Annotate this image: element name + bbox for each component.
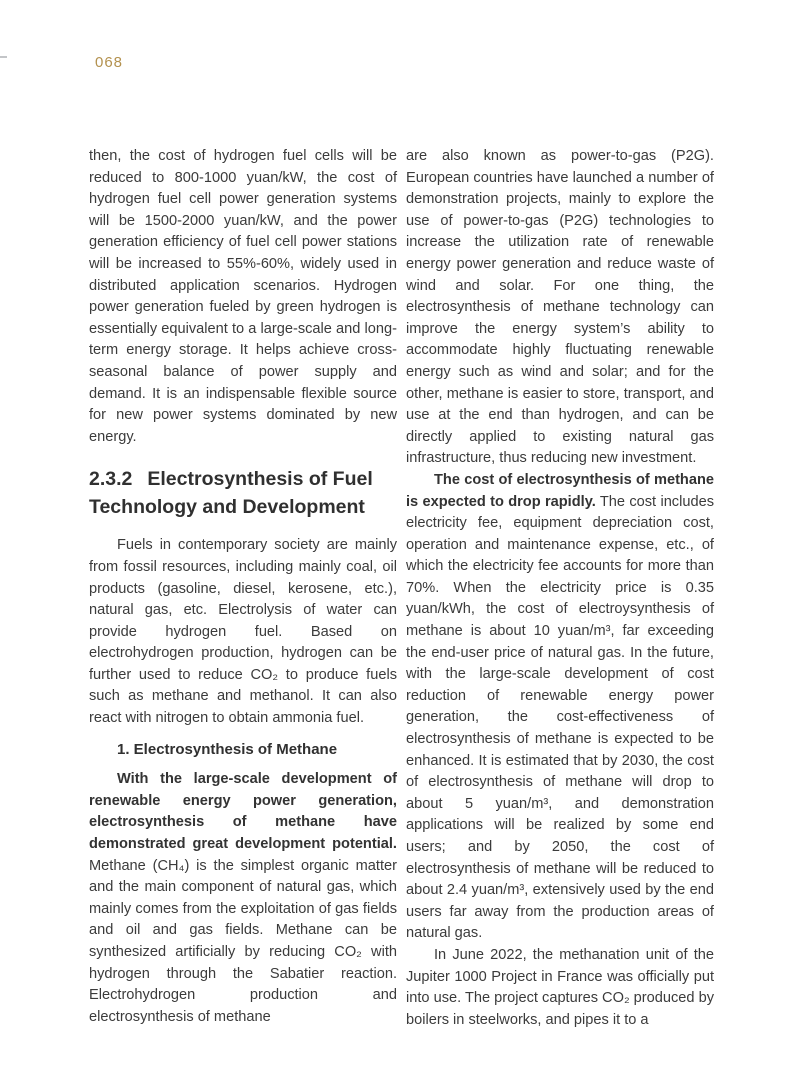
section-heading-number: 2.3.2 <box>89 468 133 491</box>
paragraph-hydrogen-fuel-cells: then, the cost of hydrogen fuel cells will be reduced to 800-1000 yuan/kW, the cost of hydrogen fuel cell power generation systems will be 1500-2000 yuan/kW, and the power generation efficiency of fuel cell power stations will be increased to 55%-60%, widely used in distributed application scenarios. Hydrogen power generation fueled by green hydrogen is essentially equivalent to a large-scale and long-term energy storage. It helps achieve cross-seasonal balance of power supply and demand. It is an indispensable flexible source for new power systems dominated by new energy. <box>89 148 397 445</box>
subheading-electrosynthesis-methane: 1. Electrosynthesis of Methane <box>117 740 338 758</box>
paragraph-fuels-contemporary: Fuels in contemporary society are mainly from fossil resources, including mainly coal, oil products (gasoline, diesel, kerosene, etc.), natural gas, etc. Electrolysis of water can provide hydrogen fuel. Based on electrohydrogen production, hydrogen can be further used to reduce CO₂ to produce fuels such as methane and methanol. It can also react with nitrogen to obtain ammonia fuel. <box>89 537 397 727</box>
paragraph-methane-development <box>89 769 397 1028</box>
paragraph-cost-drop <box>406 470 714 945</box>
section-heading-title: Electrosynthesis of Fuel Technology and Development <box>89 468 373 518</box>
paragraph-continuation: The cost includes electricity fee, equipment depreciation cost, operation and maintenance expense, etc., of which the electricity fee accounts for more than 70%. When the electricity price is 0.35 yuan/kWh, the cost of electroysynthesis of methane is about 10 yuan/m³, far exceeding the end-user price of natural gas. In the future, with the large-scale development of cost reduction of renewable energy power generation, the cost-effectiveness of electrosynthesis of methane is expected to be enhanced. It is estimated that by 2030, the cost of electrosynthesis of methane will drop to about 5 yuan/m³, and demonstration applications will be realized by some end users; and by 2050, the cost of electrosynthesis of methane will be reduced to about 2.4 yuan/m³, extensively used by the end users far away from the production areas of natural gas. <box>406 493 714 942</box>
page-edge-mark <box>0 56 7 58</box>
section-heading <box>89 466 397 521</box>
left-text-column <box>89 146 397 1028</box>
paragraph-jupiter-1000: In June 2022, the methanation unit of the Jupiter 1000 Project in France was officially put into use. The project captures CO₂ produced by boilers in steelworks, and pipes it to a <box>406 946 714 1028</box>
page-number: 068 <box>95 54 124 71</box>
right-text-column <box>406 146 714 1031</box>
bold-lead-sentence: The cost of electrosynthesis of methane is expected to drop rapidly. <box>406 471 714 510</box>
paragraph-power-to-gas: are also known as power-to-gas (P2G). European countries have launched a number of demonstration projects, mainly to explore the use of power-to-gas (P2G) technologies to increase the utilization rate of renewable energy power generation and reduce waste of wind and solar. For one thing, the electrosynthesis of methane technology can improve the energy system’s ability to accommodate highly fluctuating renewable energy such as wind and solar; and for the other, methane is easier to store, transport, and use at the end than hydrogen, and can be directly applied to existing natural gas infrastructure, thus reducing new investment. <box>406 148 714 467</box>
paragraph-continuation: Methane (CH₄) is the simplest organic matter and the main component of natural gas, which mainly comes from the exploitation of gas fields and oil and gas fields. Methane can be synthesized artificially by reducing CO₂ with hydrogen through the Sabatier reaction. Electrohydrogen production and electrosynthesis of methane <box>89 857 397 1025</box>
bold-lead-sentence: With the large-scale development of renewable energy power generation, electrosynthesis of methane have demonstrated great development potential. <box>89 771 397 853</box>
